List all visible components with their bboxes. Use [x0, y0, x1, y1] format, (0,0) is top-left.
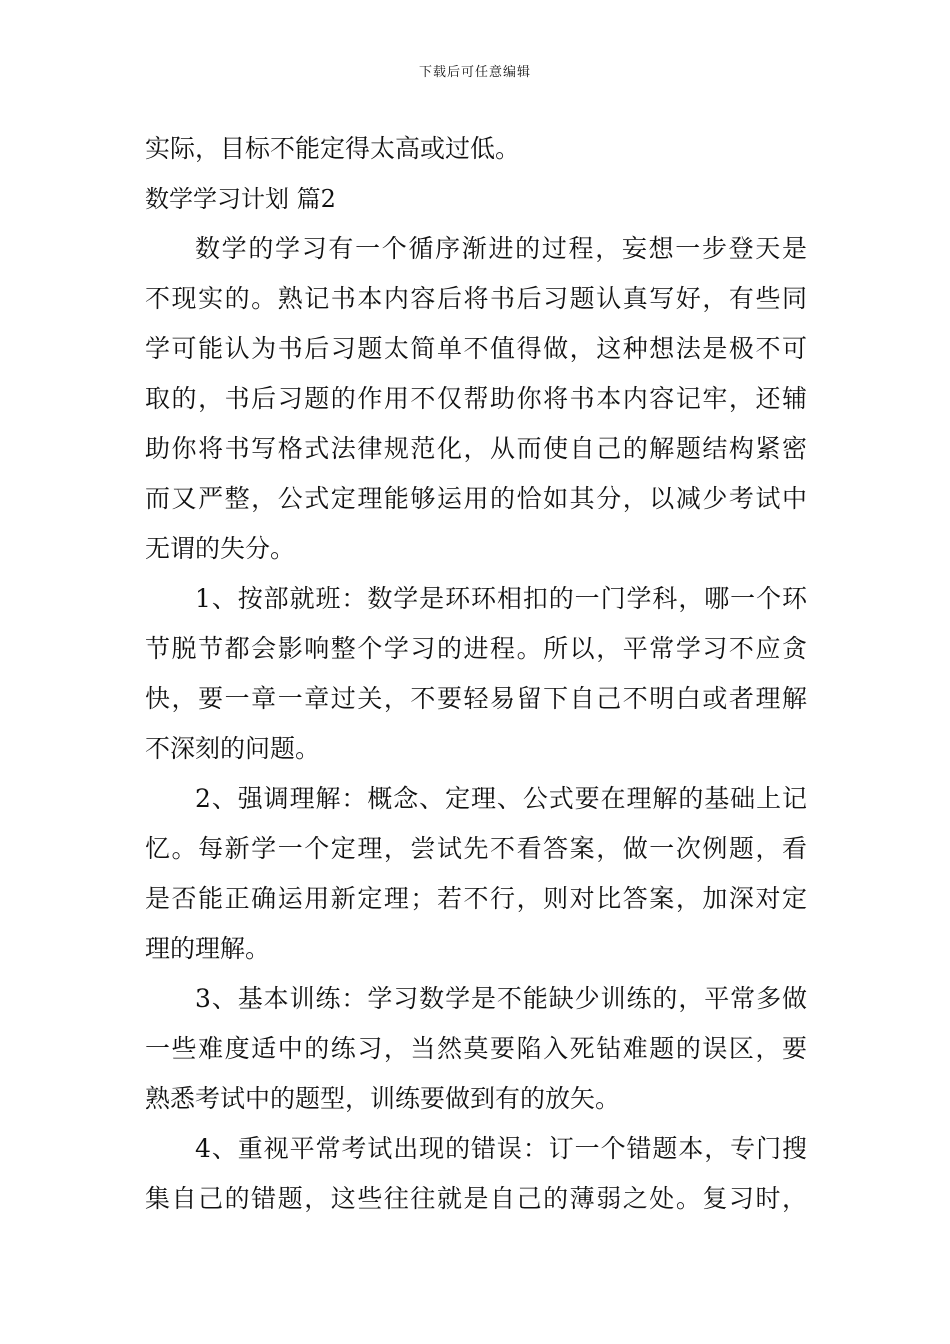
section-heading: 数学学习计划 篇2	[145, 185, 336, 213]
text-line: 不现实的。熟记书本内容后将书后习题认真写好，有些同	[145, 284, 807, 313]
list-item-2-first-line: 2、强调理解：概念、定理、公式要在理解的基础上记	[195, 784, 807, 813]
text-line: 熟悉考试中的题型，训练要做到有的放矢。	[145, 1084, 621, 1113]
text-line: 实际，目标不能定得太高或过低。	[145, 134, 521, 163]
list-item-1-first-line: 1、按部就班：数学是环环相扣的一门学科，哪一个环	[195, 584, 807, 613]
text-line: 助你将书写格式法律规范化，从而使自己的解题结构紧密	[145, 434, 807, 463]
text-line: 而又严整，公式定理能够运用的恰如其分，以减少考试中	[145, 484, 807, 513]
paragraph-first-line: 数学的学习有一个循序渐进的过程，妄想一步登天是	[195, 234, 807, 263]
page-header-note: 下载后可任意编辑	[418, 65, 531, 80]
text-line: 节脱节都会影响整个学习的进程。所以，平常学习不应贪	[145, 634, 807, 663]
text-line: 理的理解。	[145, 934, 271, 963]
text-line: 快，要一章一章过关，不要轻易留下自己不明白或者理解	[145, 684, 807, 713]
text-line: 无谓的失分。	[145, 534, 296, 563]
text-line: 集自己的错题，这些往往就是自己的薄弱之处。复习时，	[145, 1184, 807, 1213]
text-line: 是否能正确运用新定理；若不行，则对比答案，加深对定	[145, 884, 807, 913]
list-item-4-first-line: 4、重视平常考试出现的错误：订一个错题本，专门搜	[195, 1134, 807, 1163]
list-item-3-first-line: 3、基本训练：学习数学是不能缺少训练的，平常多做	[195, 984, 807, 1013]
text-line: 不深刻的问题。	[145, 734, 321, 763]
text-line: 忆。每新学一个定理，尝试先不看答案，做一次例题，看	[145, 834, 807, 863]
text-line: 学可能认为书后习题太简单不值得做，这种想法是极不可	[145, 334, 807, 363]
text-line: 一些难度适中的练习，当然莫要陷入死钻难题的误区，要	[145, 1034, 807, 1063]
document-body	[145, 124, 807, 1224]
text-line: 取的，书后习题的作用不仅帮助你将书本内容记牢，还辅	[145, 384, 807, 413]
